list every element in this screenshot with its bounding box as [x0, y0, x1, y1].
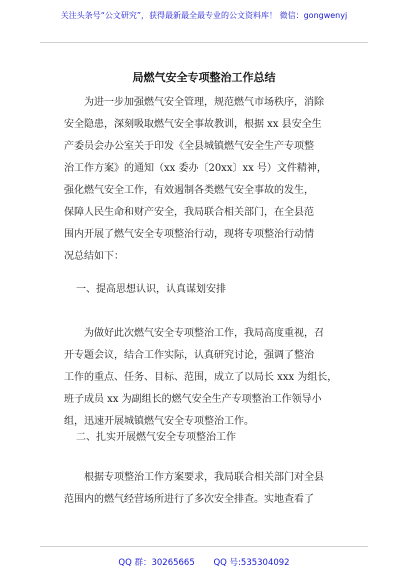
paragraph-intro [64, 92, 352, 268]
footer-contact [0, 556, 408, 568]
footer-qq-number: QQ 号:535304092 [213, 558, 290, 568]
paragraph-line: 保障人民生命和财产安全，我局联合相关部门，在全县范 [64, 207, 314, 218]
paragraph-line: 治工作方案》的通知（xx 委办〔20xx〕xx 号）文件精神， [64, 163, 327, 174]
paragraph-line: 为做好此次燃气安全专项整治工作，我局高度重视，召 [84, 328, 324, 339]
paragraph-line: 安全隐患，深刻吸取燃气安全事故教训，根据 xx 县安全生 [64, 119, 322, 130]
footer-divider [40, 546, 368, 547]
paragraph-line: 产委员会办公室关于印发《全县城镇燃气安全生产专项整 [64, 141, 314, 152]
paragraph-line: 为进一步加强燃气安全管理，规范燃气市场秩序，消除 [84, 97, 324, 108]
document-title: 局燃气安全专项整治工作总结 [132, 71, 276, 84]
footer-qq-group: QQ 群：30265665 [118, 558, 195, 568]
header-banner: 关注头条号“公文研究”，获得最新最全最专业的公文资料库！ 微信：gongwenyj [60, 11, 348, 20]
paragraph-line: 班子成员 xx 为副组长的燃气安全生产专项整治工作领导小 [64, 394, 322, 405]
paragraph-section-1 [64, 323, 352, 433]
paragraph-section-2 [64, 467, 352, 511]
section-heading-2: 二、扎实开展燃气安全专项整治工作 [76, 432, 236, 443]
paragraph-line: 开专题会议，结合工作实际，认真研究讨论，强调了整治 [64, 350, 314, 361]
paragraph-line: 范围内的燃气经营场所进行了多次安全排查。实地查看了 [64, 494, 314, 505]
paragraph-line: 根据专项整治工作方案要求，我局联合相关部门对全县 [84, 472, 324, 483]
paragraph-line: 况总结如下： [64, 251, 124, 262]
section-heading-1: 一、提高思想认识，认真谋划安排 [76, 284, 226, 295]
paragraph-line: 围内开展了燃气安全专项整治行动，现将专项整治行动情 [64, 229, 314, 240]
paragraph-line: 组，迅速开展城镇燃气安全专项整治工作。 [64, 416, 254, 427]
paragraph-line: 强化燃气安全工作，有效遏制各类燃气安全事故的发生， [64, 185, 314, 196]
paragraph-line: 工作的重点、任务、目标、范围，成立了以局长 xxx 为组长， [64, 372, 338, 383]
header-divider [40, 42, 368, 43]
